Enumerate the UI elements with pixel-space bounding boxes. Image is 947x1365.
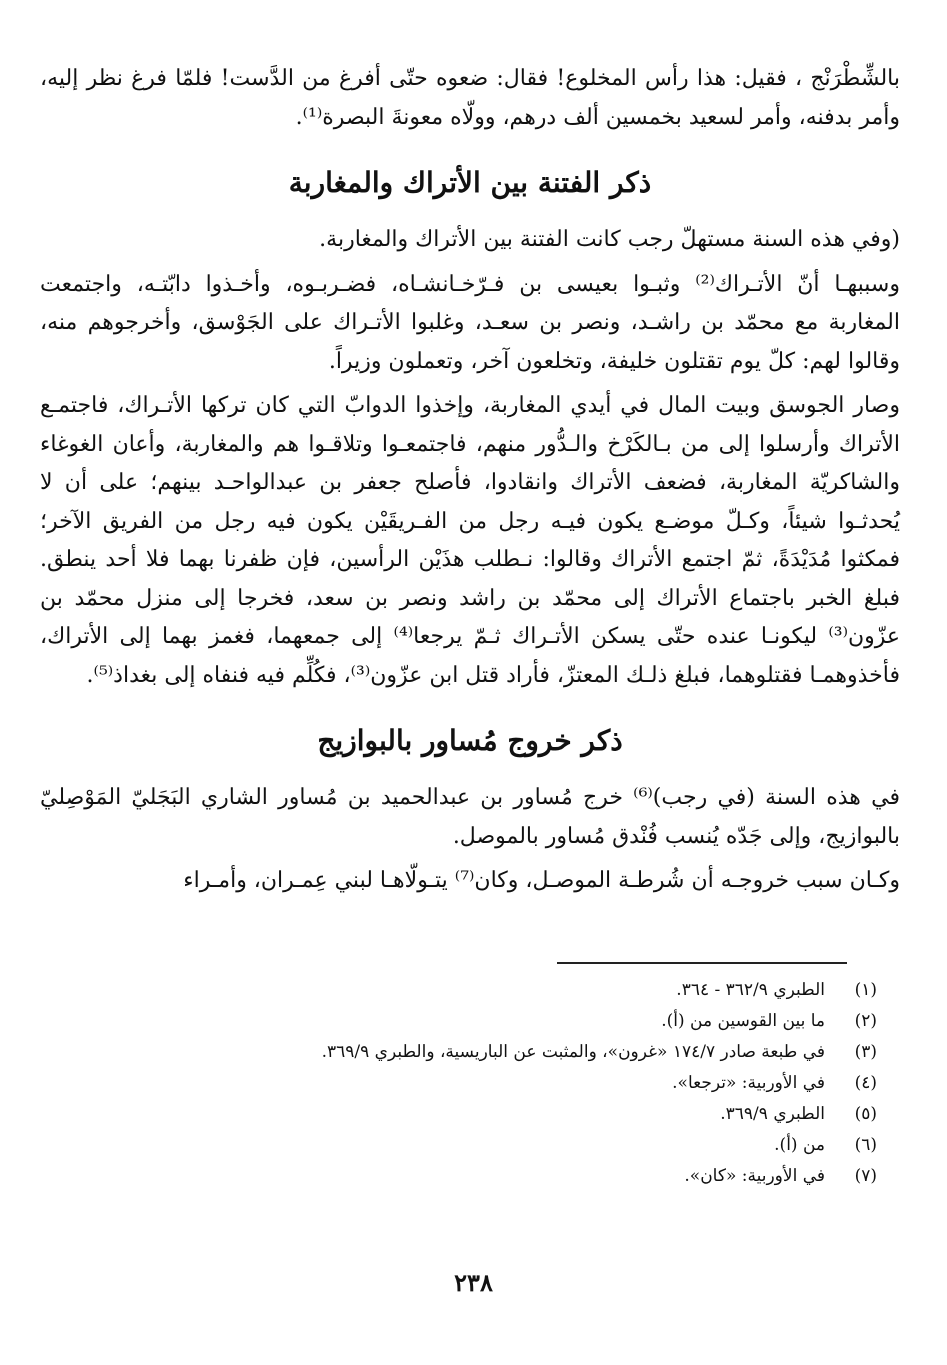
section-heading-fitna: ذكر الفتنة بين الأتراك والمغاربة <box>288 166 652 199</box>
footnote-item <box>177 1006 877 1037</box>
page-number: ٢٣٨ <box>454 1268 493 1297</box>
footnote-item <box>177 1130 877 1161</box>
footnote-item <box>177 1099 877 1130</box>
footnote-text: ما بين القوسين من (أ). <box>661 1011 825 1031</box>
footnote-text: في طبعة صادر ١٧٤/٧ «غرون»، والمثبت عن الباريسية، والطبري ٣٦٩/٩. <box>321 1042 825 1062</box>
footnote-divider <box>557 962 847 964</box>
footnote-number: (٣) <box>854 1042 877 1062</box>
paragraph-fitna-cause: وسببهـا أنّ الأتـراك⁽²⁾ وثبـوا بعيسى بن فـرّخـانشـاه، فضـربـوه، وأخـذوا دابّتـه، واجتمعت المغاربة مع محمّد بن راشـد، ونصر بن سعـد، وغلبوا الأتـراك على الجَوْسق، وأخرجوهم منه، وقالوا لهم: كلّ يوم تقتلون خليفة، وتخلعون آخر، وتعملون وزيراً. <box>40 271 900 374</box>
section-heading-musawir: ذكر خروج مُساور بالبوازيج <box>317 724 623 757</box>
footnote-text: الطبري ٣٦٢/٩ - ٣٦٤. <box>676 980 825 1000</box>
footnote-number: (٧) <box>854 1166 877 1186</box>
footnotes <box>177 975 877 1192</box>
footnote-number: (١) <box>854 980 877 1000</box>
footnote-text: في الأوربية: «كان». <box>684 1166 825 1186</box>
footnote-item <box>177 1161 877 1192</box>
footnote-text: من (أ). <box>774 1135 825 1155</box>
paragraph-top: بالشِّطْرَنْج ، فقيل: هذا رأس المخلوع! فقال: ضعوه حتّى أفرغ من الدَّست! فلمّا فرغ نظر إليه، وأمر بدفنه، وأمر لسعيد بخمسين ألف درهم، وولّاه معونةَ البصرة⁽¹⁾. <box>40 66 900 130</box>
paragraph-fitna-intro: (وفي هذه السنة مستهلّ رجب كانت الفتنة بين الأتراك والمغاربة. <box>319 227 900 252</box>
footnote-item <box>177 1068 877 1099</box>
paragraph-musawir-intro: في هذه السنة (في رجب)⁽⁶⁾ خرج مُساور بن عبدالحميد بن مُساور الشاري البَجَليّ المَوْصِليّ بالبوازيج، وإلى جَدّه يُنسب فُنْدق مُساور بالموصل. <box>40 785 900 849</box>
footnote-number: (٢) <box>854 1011 877 1031</box>
footnote-text: الطبري ٣٦٩/٩. <box>720 1104 825 1124</box>
footnote-item <box>177 1037 877 1068</box>
footnote-number: (٤) <box>854 1073 877 1093</box>
footnote-number: (٥) <box>854 1104 877 1124</box>
footnote-text: في الأوربية: «ترجعا». <box>672 1073 825 1093</box>
paragraph-musawir-cause: وكـان سبب خروجـه أن شُرطـة الموصـل، وكان⁽⁷⁾ يتـولّاهـا لبني عِمـران، وأمـراء <box>183 868 900 893</box>
footnote-item <box>177 975 877 1006</box>
paragraph-fitna-events: وصار الجوسق وبيت المال في أيدي المغاربة، وإخذوا الدوابّ التي كان تركها الأتـراك، فاجتمـع الأتراك وأرسلوا إلى من بـالكَرْخ والـدُّور منهم، فاجتمعـوا وتلاقـوا هم والمغاربة، وأعان الغوغاء والشاكريّة المغاربة، فضعف الأتراك وانقادوا، فأصلح جعفر بن عبدالواحـد بينهم؛ على أن لا يُحدثـوا شيئاً، وكـلّ موضـع يكون فيـه رجل من الفـريقَيْن يكون فيه رجل من الفريق الآخر؛ فمكثوا مُدَيْدَةً، ثمّ اجتمع الأتراك وقالوا: نـطلب هذَيْن الرأسين، فإن ظفرنا بهما فلا أحد ينطق. فبلغ الخبر باجتماع الأتراك إلى محمّد بن راشد ونصر بن سعد، فخرجا إلى منزل محمّد بن عزّون⁽³⁾ ليكونـا عنده حتّى يسكن الأتـراك ثـمّ يرجعا⁽⁴⁾ إلى جمعهما، فغمز بهما إلى الأتراك، فأخذوهمـا فقتلوهما، فبلغ ذلـك المعتزّ، فأراد قتل ابن عزّون⁽³⁾، فكُلِّم فيه فنفاه إلى بغداذ⁽⁵⁾. <box>40 393 901 688</box>
footnote-number: (٦) <box>854 1135 877 1155</box>
